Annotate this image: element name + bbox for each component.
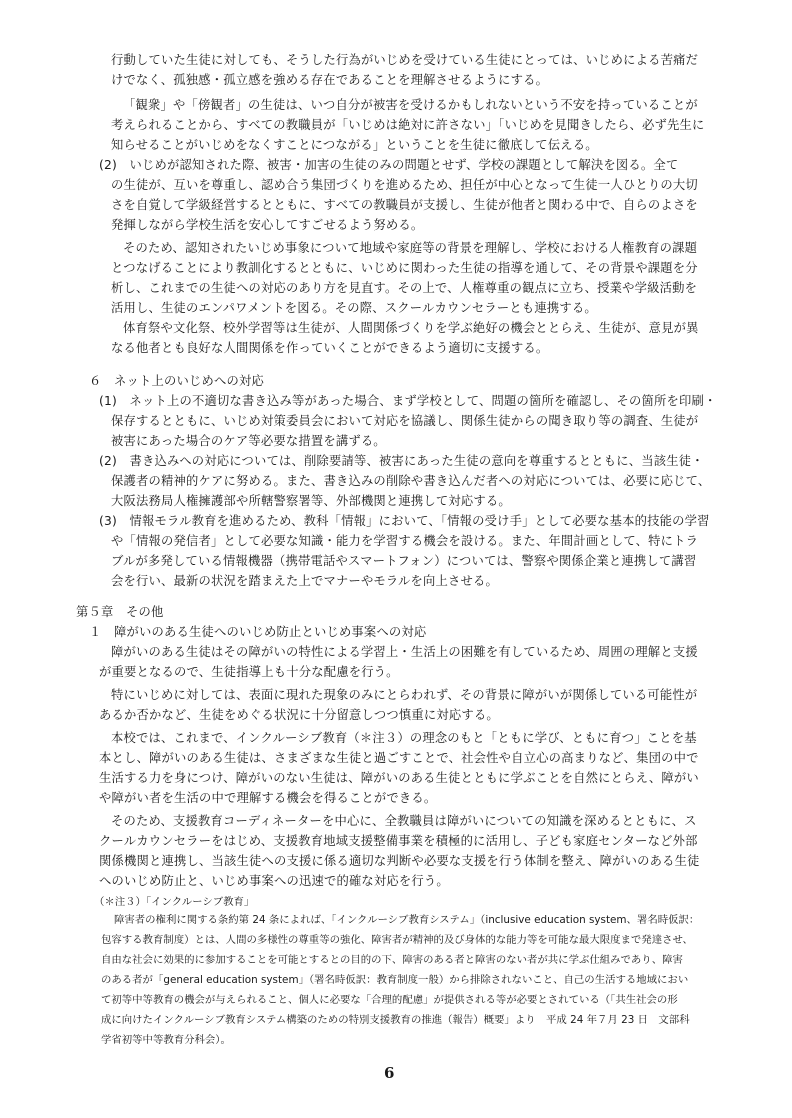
text-line: へのいじめ防止と、いじめ事案への迅速で的確な対応を行う。	[99, 874, 449, 888]
footnote-line: 学省初等中等教育分科会）。	[101, 1034, 231, 1046]
footnote-line: のある者が「general education system」（署名時仮訳：教育制度一般）から排除されないこと、自己の生活する地域におい	[101, 974, 689, 986]
footnote-line: 包容する教育制度）とは、人間の多様性の尊重等の強化、障害者が精神的及び身体的な能力等を可能な最大限度まで発達させ、	[101, 934, 693, 946]
text-line: 保存するとともに、いじめ対策委員会において対応を協議し、関係生徒からの聞き取り等の調査、生徒が	[111, 414, 699, 428]
list-item-1: (1) ネット上の不適切な書き込み等があった場合、まず学校として、問題の箇所を確認し、その箇所を印刷・	[99, 394, 717, 408]
text-line: 発揮しながら学校生活を安心してすごせるよう努める。	[111, 218, 424, 232]
footnote-line: 自由な社会に効果的に参加することを可能とするとの目的の下、障害のある者と障害のない者が共に学ぶ仕組みであり、障害	[101, 954, 683, 966]
text-line: 会を行い、最新の状況を踏まえた上でマナーやモラルを向上させる。	[111, 574, 499, 588]
text-line: が重要となるので、生徒指導上も十分な配慮を行う。	[99, 665, 399, 679]
text-line: 考えられることから、すべての教職員が「いじめは絶対に許さない」「いじめを見聞きしたら、必ず先生に	[111, 118, 705, 132]
text-line: とつなげることにより教訓化するとともに、いじめに関わった生徒の指導を通して、その背景や課題を分	[111, 261, 698, 275]
text-line: や「情報の発信者」として必要な知識・能力を学習する機会を設ける。また、年間計画として、特にトラ	[111, 534, 699, 548]
page-number: 6	[384, 1064, 395, 1082]
text-line: 析し、これまでの生徒への対応のあり方を見直す。その上で、人権尊重の観点に立ち、授業や学級活動を	[111, 281, 698, 295]
text-line: そのため、支援教育コーディネーターを中心に、全教職員は障がいについての知識を深めるとともに、ス	[111, 814, 697, 828]
text-line: 生活する力を身につけ、障がいのない生徒は、障がいのある生徒とともに学ぶことを自然にとらえ、障がい	[99, 771, 699, 785]
text-line: そのため、認知されたいじめ事象について地域や家庭等の背景を理解し、学校における人権教育の課題	[123, 241, 698, 255]
text-line: けでなく、孤独感・孤立感を強める存在であることを理解させるようにする。	[111, 73, 549, 87]
text-line: 被害にあった場合のケア等必要な措置を講ずる。	[111, 434, 386, 448]
list-item-2: (2) いじめが認知された際、被害・加害の生徒のみの問題とせず、学校の課題として解決を図る。全て	[99, 158, 679, 172]
text-line: 大阪法務局人権擁護部や所轄警察署等、外部機関と連携して対応する。	[111, 494, 511, 508]
text-line: 特にいじめに対しては、表面に現れた現象のみにとらわれず、その背景に障がいが関係している可能性が	[111, 688, 698, 702]
list-item-3: (3) 情報モラル教育を進めるため、教科「情報」において、「情報の受け手」として必要な基本的技能の学習	[99, 514, 710, 528]
section-heading: ６ ネット上のいじめへの対応	[89, 374, 264, 388]
text-line: 障がいのある生徒はその障がいの特性による学習上・生活上の困難を有しているため、周囲の理解と支援	[111, 645, 698, 659]
footnote-line: て初等中等教育の機会が与えられること、個人に必要な「合理的配慮」が提供される等が必要とされている（「共生社会の形	[101, 994, 678, 1006]
chapter-heading: 第５章 その他	[76, 605, 164, 619]
footnote-line: 障害者の権利に関する条約第 24 条によれば、「インクルーシブ教育システム」（inclusive education system、署名時仮訳：	[114, 914, 700, 926]
text-line: 活用し、生徒のエンパワメントを図る。その際、スクールカウンセラーとも連携する。	[111, 301, 597, 315]
text-line: 本とし、障がいのある生徒は、さまざまな生徒と過ごすことで、社会性や自立心の高まりなど、集団の中で	[99, 751, 699, 765]
text-line: なる他者とも良好な人間関係を作っていくことができるよう適切に支援する。	[111, 341, 549, 355]
text-line: 本校では、これまで、インクルーシブ教育（＊注３）の理念のもと「ともに学び、ともに育つ」ことを基	[111, 731, 697, 745]
text-line: あるか否かなど、生徒をめぐる状況に十分留意しつつ慎重に対応する。	[99, 708, 499, 722]
text-line: 「観衆」や「傍観者」の生徒は、いつ自分が被害を受けるかもしれないという不安を持っていることが	[123, 98, 698, 112]
footnote-title: （＊注３）「インクルーシブ教育」	[94, 896, 255, 908]
text-line: ブルが多発している情報機器（携帯電話やスマートフォン）については、警察や関係企業と連携して講習	[111, 554, 697, 568]
text-line: さを自覚して学級経営するとともに、すべての教職員が支援し、生徒が他者と関わる中で、自らのよさを	[111, 198, 698, 212]
footnote-line: 成に向けたインクルーシブ教育システム構築のための特別支援教育の推進（報告）概要」より 平成 24 年７月 23 日 文部科	[101, 1014, 690, 1026]
text-line: や障がい者を生活の中で理解する機会を得ることができる。	[99, 791, 437, 805]
text-line: の生徒が、互いを尊重し、認め合う集団づくりを進めるため、担任が中心となって生徒一人ひとりの大切	[111, 178, 698, 192]
text-line: 体育祭や文化祭、校外学習等は生徒が、人間関係づくりを学ぶ絶好の機会ととらえ、生徒が、意見が異	[123, 321, 699, 335]
text-line: クールカウンセラーをはじめ、支援教育地域支援整備事業を積極的に活用し、子ども家庭センターなど外部	[99, 834, 698, 848]
section-heading: １ 障がいのある生徒へのいじめ防止といじめ事案への対応	[89, 625, 427, 639]
text-line: 保護者の精神的ケアに努める。また、書き込みの削除や書き込んだ者への対応については、必要に応じて、	[111, 474, 711, 488]
text-line: 関係機関と連携し、当該生徒への支援に係る適切な判断や必要な支援を行う体制を整え、障がいのある生徒	[99, 854, 700, 868]
text-line: 行動していた生徒に対しても、そうした行為がいじめを受けている生徒にとっては、いじめによる苦痛だ	[111, 53, 699, 67]
list-item-2: (2) 書き込みへの対応については、削除要請等、被害にあった生徒の意向を尊重するとともに、当該生徒・	[99, 454, 704, 468]
text-line: 知らせることがいじめをなくすことにつながる」ということを生徒に徹底して伝える。	[111, 138, 598, 152]
